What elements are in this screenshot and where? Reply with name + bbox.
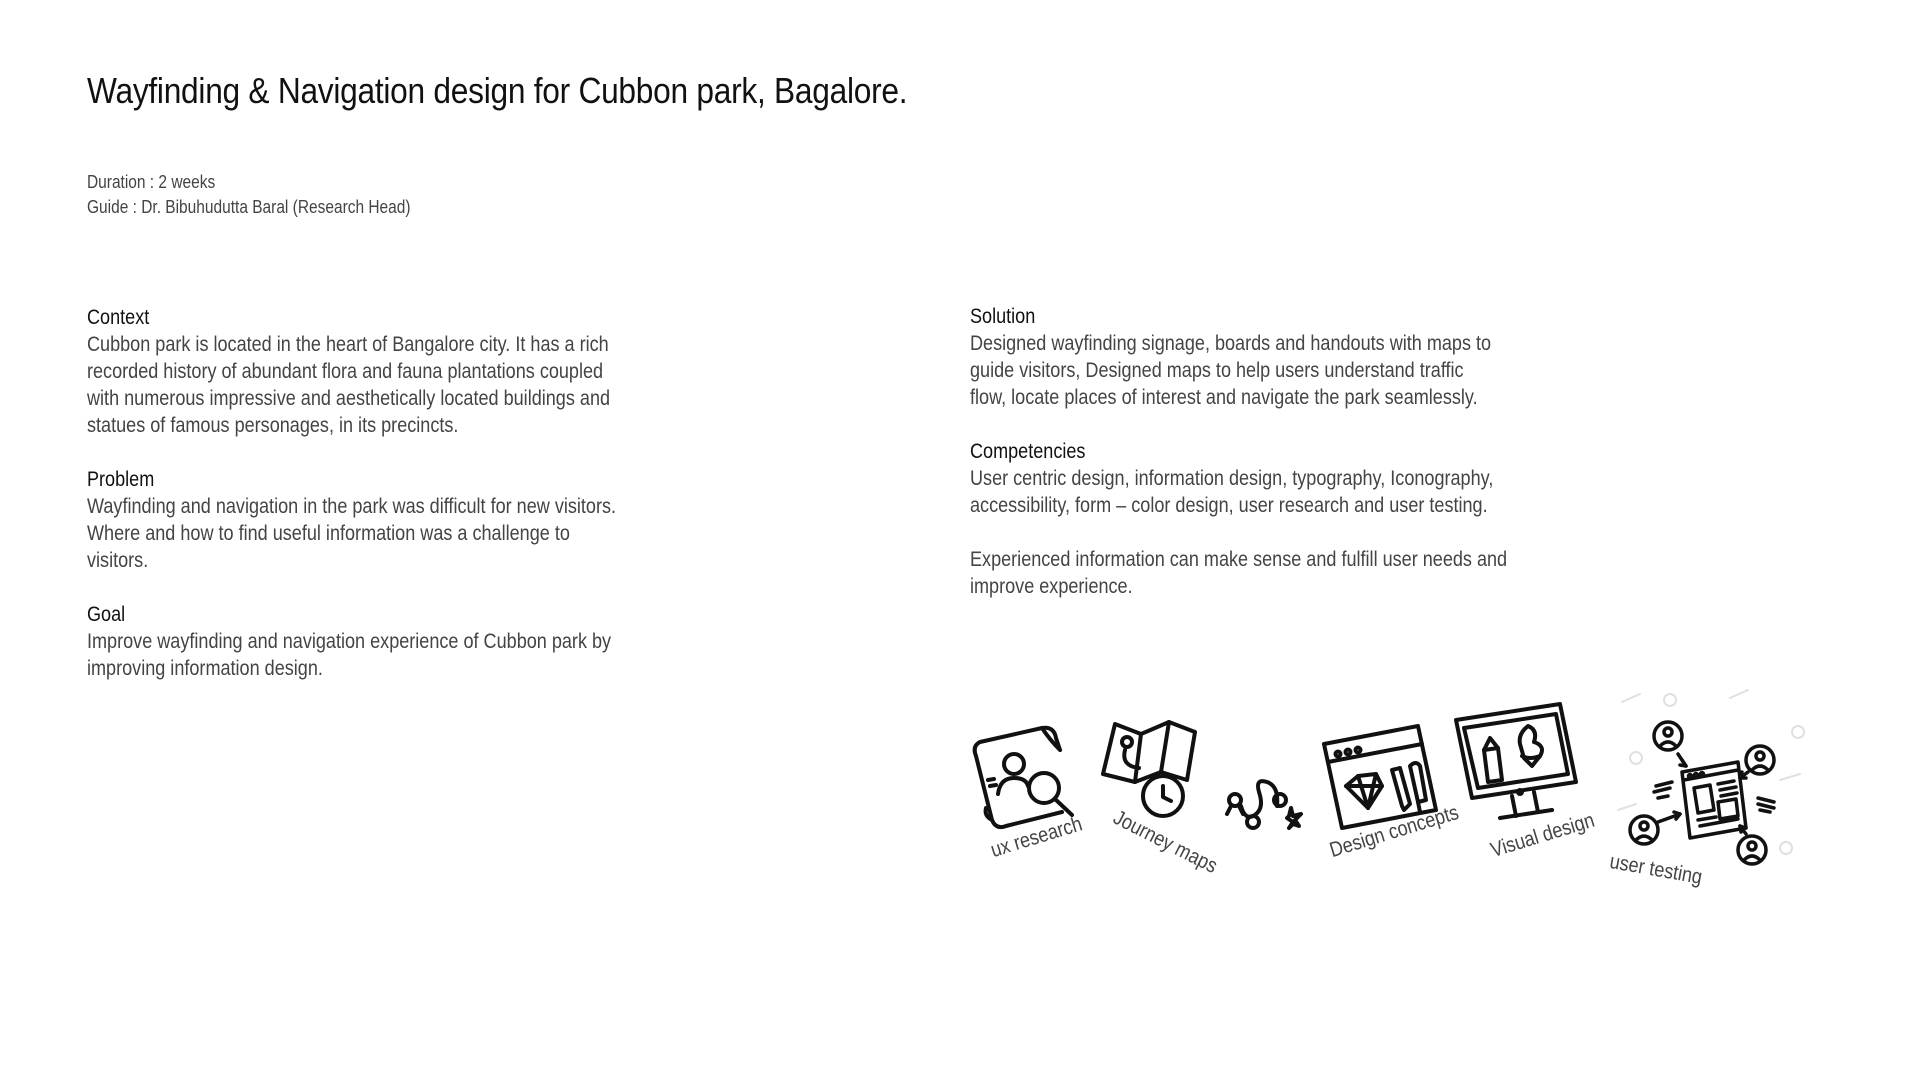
context-section <box>87 304 637 439</box>
design-concepts-label: Design concepts <box>1327 800 1462 862</box>
solution-heading: Solution <box>970 305 1036 328</box>
goal-heading: Goal <box>87 603 126 626</box>
solution-line: Designed wayfinding signage, boards and handouts with maps to <box>970 332 1492 355</box>
user-testing-label: user testing <box>1608 850 1704 889</box>
solution-line: flow, locate places of interest and navigate the park seamlessly. <box>970 386 1478 409</box>
guide-text: Guide : Dr. Bibuhudutta Baral (Research Head) <box>87 197 411 217</box>
problem-body <box>87 493 637 574</box>
problem-line: Wayfinding and navigation in the park was difficult for new visitors. <box>87 495 617 518</box>
goal-line: improving information design. <box>87 657 323 680</box>
page-title: Wayfinding & Navigation design for Cubbon park, Bagalore. <box>87 70 908 111</box>
solution-section <box>970 303 1520 411</box>
problem-section <box>87 466 637 574</box>
visual-design-label: Visual design <box>1488 808 1598 862</box>
project-meta <box>87 170 411 220</box>
duration-text: Duration : 2 weeks <box>87 172 216 192</box>
competencies-line: accessibility, form – color design, user research and user testing. <box>970 494 1488 517</box>
goal-line: Improve wayfinding and navigation experience of Cubbon park by <box>87 630 612 653</box>
statement-line: improve experience. <box>970 575 1133 598</box>
solution-line: guide visitors, Designed maps to help users understand traffic <box>970 359 1464 382</box>
process-icons <box>960 680 1820 920</box>
right-column <box>970 303 1520 627</box>
statement-line: Experienced information can make sense and fulfill user needs and <box>970 548 1508 571</box>
journey-maps-label: Journey maps <box>1109 806 1222 878</box>
context-line: recorded history of abundant flora and fauna plantations coupled <box>87 360 604 383</box>
solution-body <box>970 330 1520 411</box>
competencies-heading: Competencies <box>970 440 1086 463</box>
statement-section <box>970 546 1520 600</box>
context-line: Cubbon park is located in the heart of Bangalore city. It has a rich <box>87 333 609 356</box>
statement-body <box>970 546 1520 600</box>
goal-section <box>87 601 637 682</box>
user-testing-icon <box>1610 680 1810 880</box>
competencies-line: User centric design, information design, typography, Iconography, <box>970 467 1494 490</box>
competencies-section <box>970 438 1520 519</box>
visual-design-icon <box>1450 700 1585 830</box>
problem-line: visitors. <box>87 549 149 572</box>
context-heading: Context <box>87 306 150 329</box>
goal-body <box>87 628 637 682</box>
context-line: with numerous impressive and aesthetically located buildings and <box>87 387 611 410</box>
left-column <box>87 304 637 709</box>
ux-research-label: ux research <box>988 812 1085 862</box>
competencies-body <box>970 465 1520 519</box>
problem-line: Where and how to find useful information was a challenge to <box>87 522 570 545</box>
context-body <box>87 331 637 439</box>
context-line: statues of famous personages, in its precincts. <box>87 414 459 437</box>
problem-heading: Problem <box>87 468 155 491</box>
